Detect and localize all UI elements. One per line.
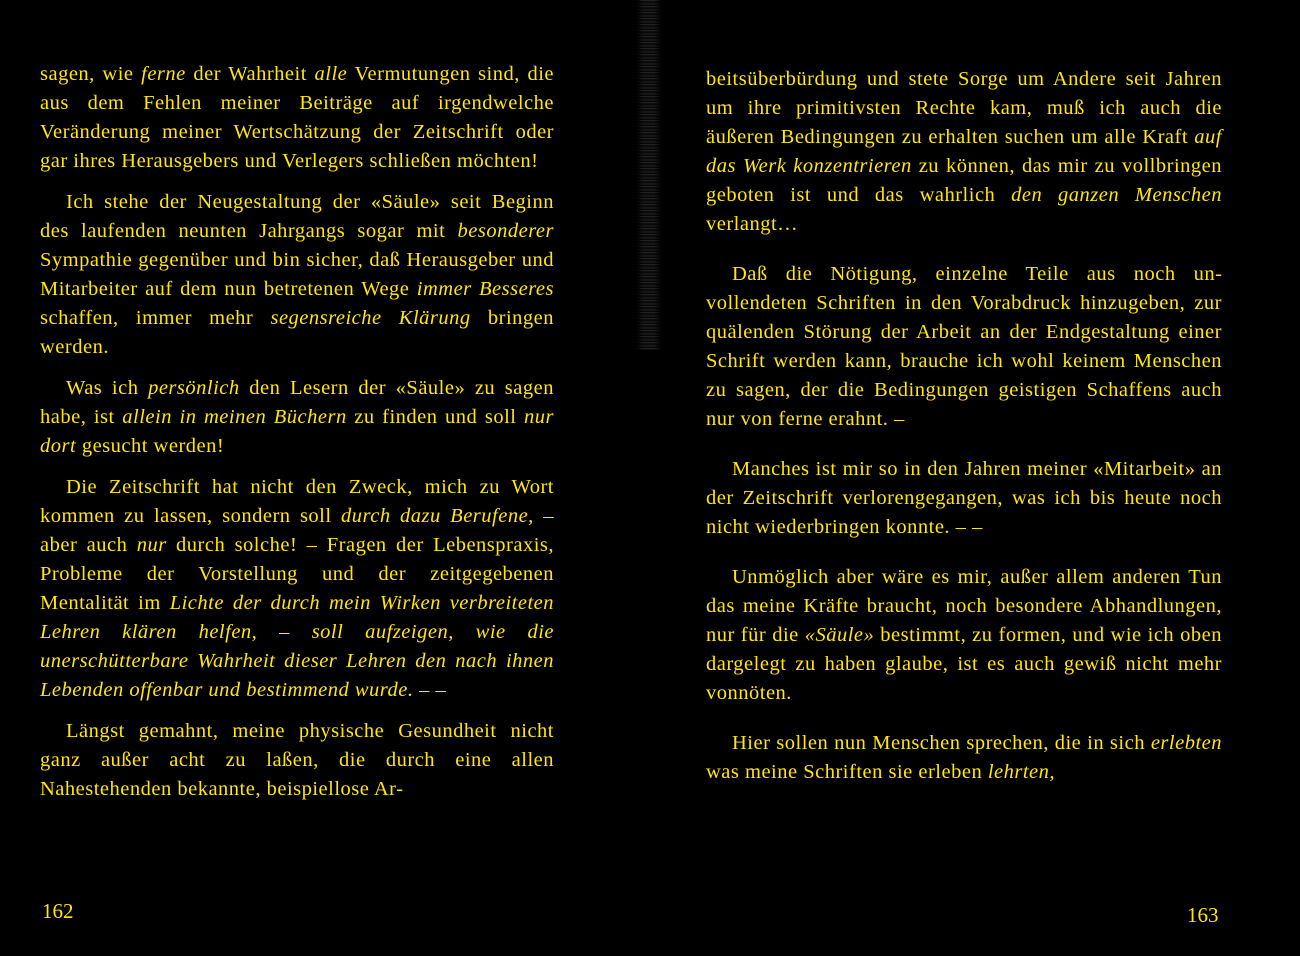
left-page bbox=[40, 60, 554, 804]
italic-text: Lichte der durch mein Wirken verbreiteten Lehren klären helfen, – soll aufzeigen, wie die unerschütterbare Wahrheit dieser Lehren den nach ihnen Lebenden offenbar und bestimmend wurde. bbox=[40, 592, 554, 701]
text-run: durch solche! – Fragen der Lebenspraxis, Probleme der Vorstellung und der zeitgegebenen Mentalität im bbox=[40, 534, 554, 614]
book-gutter bbox=[636, 0, 662, 350]
left-paragraph-2 bbox=[40, 188, 554, 362]
text-run: Ich stehe der Neugestaltung der «Säule» seit Beginn des laufenden neunten Jahrgangs sogar mit bbox=[40, 191, 554, 242]
text-run: Manches ist mir so in den Jahren meiner «Mitarbeit» an der Zeitschrift verlorengegangen, was ich bis heute noch nicht wiederbringen konnte. – – bbox=[706, 458, 1222, 538]
text-run: Unmöglich aber wäre es mir, außer allem anderen Tun das meine Kräfte braucht, noch besondere Abhandlungen, nur für die bbox=[706, 566, 1222, 646]
text-run: verlangt… bbox=[706, 213, 799, 235]
text-run: Sympathie gegenüber und bin sicher, daß Herausgeber und Mitarbeiter auf dem nun betretenen Wege bbox=[40, 249, 554, 300]
text-run: Längst gemahnt, meine physische Gesundheit nicht ganz außer acht zu laßen, die durch eine allen Nahestehenden bekannte, beispiellose Ar- bbox=[40, 720, 554, 800]
text-run: gesucht werden! bbox=[76, 435, 225, 457]
italic-text: nur dort bbox=[40, 406, 554, 457]
text-run: Die Zeitschrift hat nicht den Zweck, mich zu Wort kommen zu lassen, sondern soll bbox=[40, 476, 554, 527]
text-run: bestimmt, zu formen, und wie ich oben dargelegt zu haben glaube, ist es auch gewiß nicht mehr vonnöten. bbox=[706, 624, 1223, 704]
italic-text: durch dazu Berufene, bbox=[341, 505, 534, 527]
italic-text: lehrten, bbox=[987, 761, 1056, 783]
italic-text: erlebten bbox=[1150, 732, 1222, 754]
italic-text: ferne bbox=[141, 63, 186, 85]
text-run: Daß die Nötigung, einzelne Teile aus noch unvollendeten Schriften in den Vorabdruck hinzugeben, zur quälenden Störung der Arbeit an der Endgestaltung einer Schrift werden kann, brauche ich wohl keinem Menschen zu sagen, der die Bedingungen geistigen Schaffens auch nur von ferne erahnt. – bbox=[706, 263, 1222, 430]
page-number-right: 163 bbox=[1187, 903, 1219, 927]
text-run: – aber auch bbox=[40, 505, 554, 556]
right-paragraph-2 bbox=[706, 260, 1222, 434]
page-number-left: 162 bbox=[42, 899, 74, 923]
text-run: schaffen, immer mehr bbox=[40, 307, 271, 329]
text-run: Was ich bbox=[66, 377, 149, 399]
text-run: der Wahrheit bbox=[185, 63, 315, 85]
italic-text: immer Besseres bbox=[416, 278, 554, 300]
right-paragraph-4 bbox=[706, 563, 1222, 708]
text-run: – – bbox=[413, 679, 447, 701]
text-run: den Lesern der «Säule» zu sagen habe, ist bbox=[40, 377, 554, 428]
italic-text: den ganzen Menschen bbox=[1011, 184, 1223, 206]
italic-text: besonderer bbox=[457, 220, 554, 242]
text-run: sagen, wie bbox=[40, 63, 142, 85]
italic-text: auf das Werk konzentrieren bbox=[706, 126, 1222, 177]
text-run: was meine Schriften sie erleben bbox=[706, 761, 988, 783]
left-paragraph-3 bbox=[40, 374, 554, 461]
text-run: Hier sollen nun Menschen sprechen, die in sich bbox=[732, 732, 1151, 754]
text-run: zu können, das mir zu vollbringen geboten ist und das wahrlich bbox=[706, 155, 1222, 206]
right-paragraph-5 bbox=[706, 729, 1222, 787]
text-run: zu finden und soll bbox=[346, 406, 525, 428]
italic-text: «Säule» bbox=[804, 624, 875, 646]
right-page bbox=[706, 65, 1222, 787]
text-run: bringen werden. bbox=[40, 307, 554, 358]
text-run: Vermutungen sind, die aus dem Fehlen meiner Beiträge auf irgendwelche Veränderung meiner Wertschätzung der Zeitschrift oder gar ihres Herausgebers und Verlegers schließen möchten! bbox=[40, 63, 555, 172]
italic-text: alle bbox=[314, 63, 348, 85]
left-paragraph-1 bbox=[40, 60, 554, 176]
right-paragraph-3 bbox=[706, 455, 1222, 542]
left-paragraph-5 bbox=[40, 717, 554, 804]
text-run: beitsüberbürdung und stete Sorge um Andere seit Jahren um ihre primitivsten Rechte kam, muß ich auch die äußeren Bedingungen zu erhalten suchen um alle Kraft bbox=[706, 68, 1222, 148]
italic-text: segensreiche Klärung bbox=[270, 307, 471, 329]
right-paragraph-1 bbox=[706, 65, 1222, 239]
italic-text: persönlich bbox=[148, 377, 240, 399]
italic-text: nur bbox=[136, 534, 167, 556]
italic-text: allein in meinen Büchern bbox=[122, 406, 347, 428]
left-paragraph-4 bbox=[40, 473, 554, 705]
